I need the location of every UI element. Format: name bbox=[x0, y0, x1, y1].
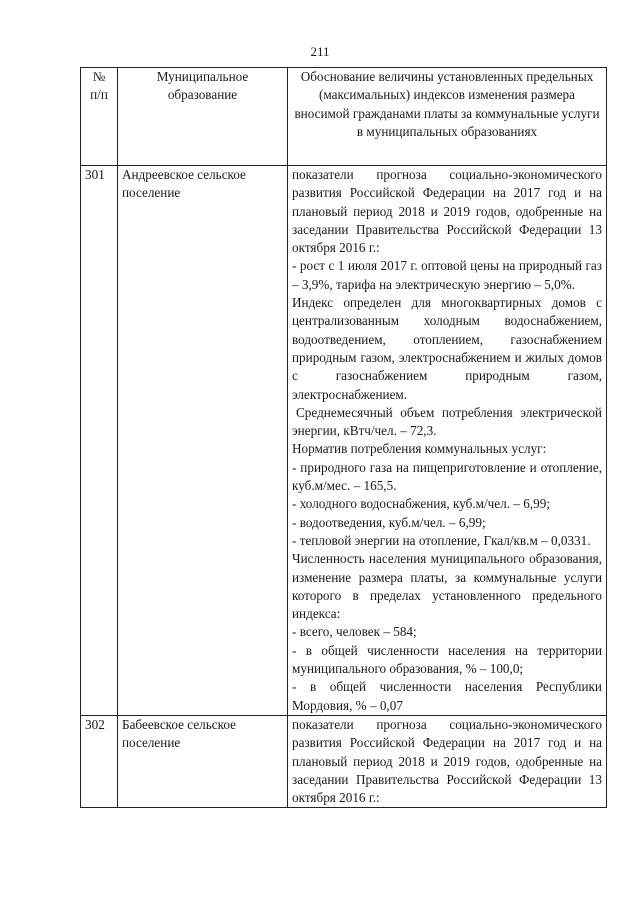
page-number: 211 bbox=[310, 44, 330, 59]
basis-paragraph: - холодного водоснабжения, куб.м/чел. – 6,99; bbox=[292, 496, 550, 512]
municipal-index-table bbox=[80, 67, 607, 808]
basis-paragraph: - природного газа на пищеприготовление и отопление, куб.м/мес. – 165,5. bbox=[292, 459, 602, 494]
basis-paragraph: - в общей численности населения на территории муниципального образования, % – 100,0; bbox=[292, 642, 602, 677]
basis-paragraph: - водоотведения, куб.м/чел. – 6,99; bbox=[292, 514, 486, 530]
basis-paragraph: показатели прогноза социально-экономического развития Российской Федерации на 2017 год и на плановый период 2018 и 2019 годов, одобренные на заседании Правительства Российской Федерации 13 октября 2016 г.: bbox=[292, 716, 602, 806]
header-municipality bbox=[118, 68, 288, 166]
header-number-label: № п/п bbox=[90, 69, 108, 103]
header-municipality-label: Муниципальное образование bbox=[156, 69, 249, 103]
header-basis bbox=[288, 68, 607, 166]
basis-paragraph: Среднемесячный объем потребления электрической энергии, кВтч/чел. – 72,3. bbox=[292, 404, 602, 439]
basis-paragraph: Норматив потребления коммунальных услуг: bbox=[292, 441, 547, 457]
row-municipality: Андреевское сельское поселение bbox=[118, 166, 288, 716]
row-municipality: Бабеевское сельское поселение bbox=[118, 715, 288, 807]
row-number: 302 bbox=[81, 715, 118, 807]
table-row bbox=[81, 166, 607, 716]
header-basis-label: Обоснование величины установленных предельных (максимальных) индексов изменения размера вносимой гражданами платы за коммунальные услуги в муниципальных образованиях bbox=[294, 69, 600, 139]
table-row bbox=[81, 715, 607, 807]
basis-paragraph: Индекс определен для многоквартирных домов с централизованным холодным водоснабжением, водоотведением, отоплением, газоснабжением природным газом, электроснабжением и жилых домов с газоснабжением природным газом, электроснабжением. bbox=[292, 295, 602, 402]
basis-paragraph: показатели прогноза социально-экономического развития Российской Федерации на 2017 год и на плановый период 2018 и 2019 годов, одобренные на заседании Правительства Российской Федерации 13 октября 2016 г.: bbox=[292, 167, 602, 256]
basis-paragraph: - в общей численности населения Республики Мордовия, % – 0,07 bbox=[292, 679, 602, 713]
basis-paragraph: - тепловой энергии на отопление, Гкал/кв.м – 0,0331. bbox=[292, 532, 591, 548]
row-number: 301 bbox=[81, 166, 118, 716]
basis-paragraph: Численность населения муниципального образования, изменение размера платы, за коммунальные услуги которого в пределах установленного предельного индекса: bbox=[292, 551, 602, 622]
table-header-row bbox=[81, 68, 607, 166]
row-basis bbox=[288, 166, 607, 716]
basis-paragraph: - рост с 1 июля 2017 г. оптовой цены на природный газ – 3,9%, тарифа на электрическую энергию – 5,0%. bbox=[292, 258, 602, 292]
basis-paragraph: - всего, человек – 584; bbox=[292, 624, 417, 640]
header-number bbox=[81, 68, 118, 166]
row-basis bbox=[288, 715, 607, 807]
